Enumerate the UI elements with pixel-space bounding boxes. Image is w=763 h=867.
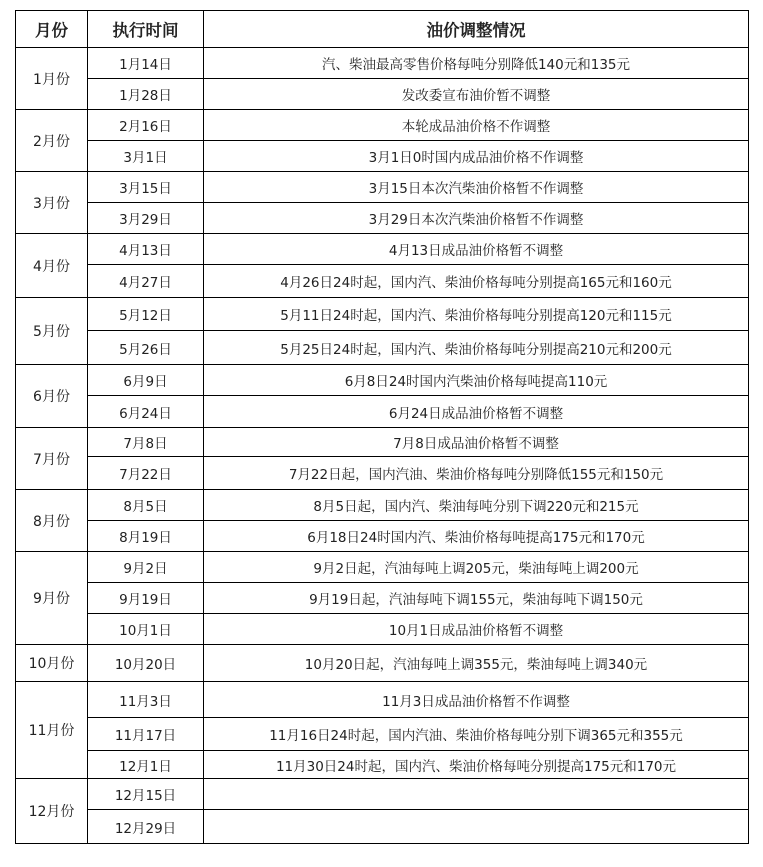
table-row: [16, 141, 749, 172]
adjustment-cell: 发改委宣布油价暂不调整: [204, 79, 749, 110]
date-cell: 4月27日: [88, 265, 204, 298]
date-cell: 4月13日: [88, 234, 204, 265]
date-cell: 6月24日: [88, 396, 204, 428]
adjustment-cell: 10月1日成品油价格暂不调整: [204, 614, 749, 645]
date-cell: 12月29日: [88, 810, 204, 844]
date-cell: 1月14日: [88, 48, 204, 79]
table-row: [16, 265, 749, 298]
table-row: [16, 614, 749, 645]
adjustment-cell: 汽、柴油最高零售价格每吨分别降低140元和135元: [204, 48, 749, 79]
adjustment-cell: 3月1日0时国内成品油价格不作调整: [204, 141, 749, 172]
adjustment-cell: 10月20日起，汽油每吨上调355元，柴油每吨上调340元: [204, 645, 749, 682]
month-cell: 6月份: [16, 365, 88, 428]
adjustment-cell: 6月18日24时国内汽、柴油价格每吨提高175元和170元: [204, 521, 749, 552]
date-cell: 9月2日: [88, 552, 204, 583]
table-row: [16, 645, 749, 682]
adjustment-cell: 本轮成品油价格不作调整: [204, 110, 749, 141]
header-month: 月份: [16, 11, 88, 48]
adjustment-cell: 4月26日24时起，国内汽、柴油价格每吨分别提高165元和160元: [204, 265, 749, 298]
month-cell: 1月份: [16, 48, 88, 110]
table-row: [16, 172, 749, 203]
month-cell: 8月份: [16, 490, 88, 552]
adjustment-cell: 6月8日24时国内汽柴油价格每吨提高110元: [204, 365, 749, 396]
adjustment-cell: 11月30日24时起，国内汽、柴油价格每吨分别提高175元和170元: [204, 751, 749, 779]
table-row: [16, 552, 749, 583]
adjustment-cell: 7月22日起，国内汽油、柴油价格每吨分别降低155元和150元: [204, 457, 749, 490]
month-cell: 5月份: [16, 298, 88, 365]
month-cell: 10月份: [16, 645, 88, 682]
date-cell: 5月26日: [88, 331, 204, 365]
table-row: [16, 718, 749, 751]
date-cell: 3月29日: [88, 203, 204, 234]
table-row: [16, 203, 749, 234]
date-cell: 8月19日: [88, 521, 204, 552]
month-cell: 3月份: [16, 172, 88, 234]
date-cell: 3月15日: [88, 172, 204, 203]
adjustment-cell: 4月13日成品油价格暂不调整: [204, 234, 749, 265]
date-cell: 10月1日: [88, 614, 204, 645]
month-cell: 4月份: [16, 234, 88, 298]
month-cell: 9月份: [16, 552, 88, 645]
oil-price-table: [15, 10, 749, 844]
table-row: [16, 234, 749, 265]
table-row: [16, 521, 749, 552]
date-cell: 10月20日: [88, 645, 204, 682]
adjustment-cell: [204, 810, 749, 844]
date-cell: 11月17日: [88, 718, 204, 751]
adjustment-cell: 6月24日成品油价格暂不调整: [204, 396, 749, 428]
table-row: [16, 810, 749, 844]
table-row: [16, 583, 749, 614]
header-row: [16, 11, 749, 48]
table-row: [16, 298, 749, 331]
date-cell: 8月5日: [88, 490, 204, 521]
table-row: [16, 490, 749, 521]
table-row: [16, 365, 749, 396]
date-cell: 11月3日: [88, 682, 204, 718]
date-cell: 12月1日: [88, 751, 204, 779]
month-cell: 2月份: [16, 110, 88, 172]
month-cell: 11月份: [16, 682, 88, 779]
adjustment-cell: 7月8日成品油价格暂不调整: [204, 428, 749, 457]
adjustment-cell: 3月15日本次汽柴油价格暂不作调整: [204, 172, 749, 203]
table-row: [16, 331, 749, 365]
month-cell: 7月份: [16, 428, 88, 490]
adjustment-cell: [204, 779, 749, 810]
table-row: [16, 110, 749, 141]
month-cell: 12月份: [16, 779, 88, 844]
table-row: [16, 751, 749, 779]
adjustment-cell: 3月29日本次汽柴油价格暂不作调整: [204, 203, 749, 234]
header-date: 执行时间: [88, 11, 204, 48]
adjustment-cell: 9月19日起，汽油每吨下调155元，柴油每吨下调150元: [204, 583, 749, 614]
adjustment-cell: 11月3日成品油价格暂不作调整: [204, 682, 749, 718]
date-cell: 7月22日: [88, 457, 204, 490]
table-row: [16, 779, 749, 810]
date-cell: 6月9日: [88, 365, 204, 396]
date-cell: 1月28日: [88, 79, 204, 110]
adjustment-cell: 11月16日24时起，国内汽油、柴油价格每吨分别下调365元和355元: [204, 718, 749, 751]
header-adjustment: 油价调整情况: [204, 11, 749, 48]
table-row: [16, 48, 749, 79]
adjustment-cell: 5月11日24时起，国内汽、柴油价格每吨分别提高120元和115元: [204, 298, 749, 331]
table-row: [16, 428, 749, 457]
date-cell: 9月19日: [88, 583, 204, 614]
table-row: [16, 79, 749, 110]
adjustment-cell: 5月25日24时起，国内汽、柴油价格每吨分别提高210元和200元: [204, 331, 749, 365]
table-body: [16, 48, 749, 844]
date-cell: 3月1日: [88, 141, 204, 172]
date-cell: 7月8日: [88, 428, 204, 457]
table-header: [16, 11, 749, 48]
table-row: [16, 682, 749, 718]
table-row: [16, 457, 749, 490]
date-cell: 12月15日: [88, 779, 204, 810]
date-cell: 5月12日: [88, 298, 204, 331]
date-cell: 2月16日: [88, 110, 204, 141]
table-row: [16, 396, 749, 428]
adjustment-cell: 8月5日起，国内汽、柴油每吨分别下调220元和215元: [204, 490, 749, 521]
adjustment-cell: 9月2日起，汽油每吨上调205元，柴油每吨上调200元: [204, 552, 749, 583]
oil-price-table-container: [15, 10, 749, 844]
